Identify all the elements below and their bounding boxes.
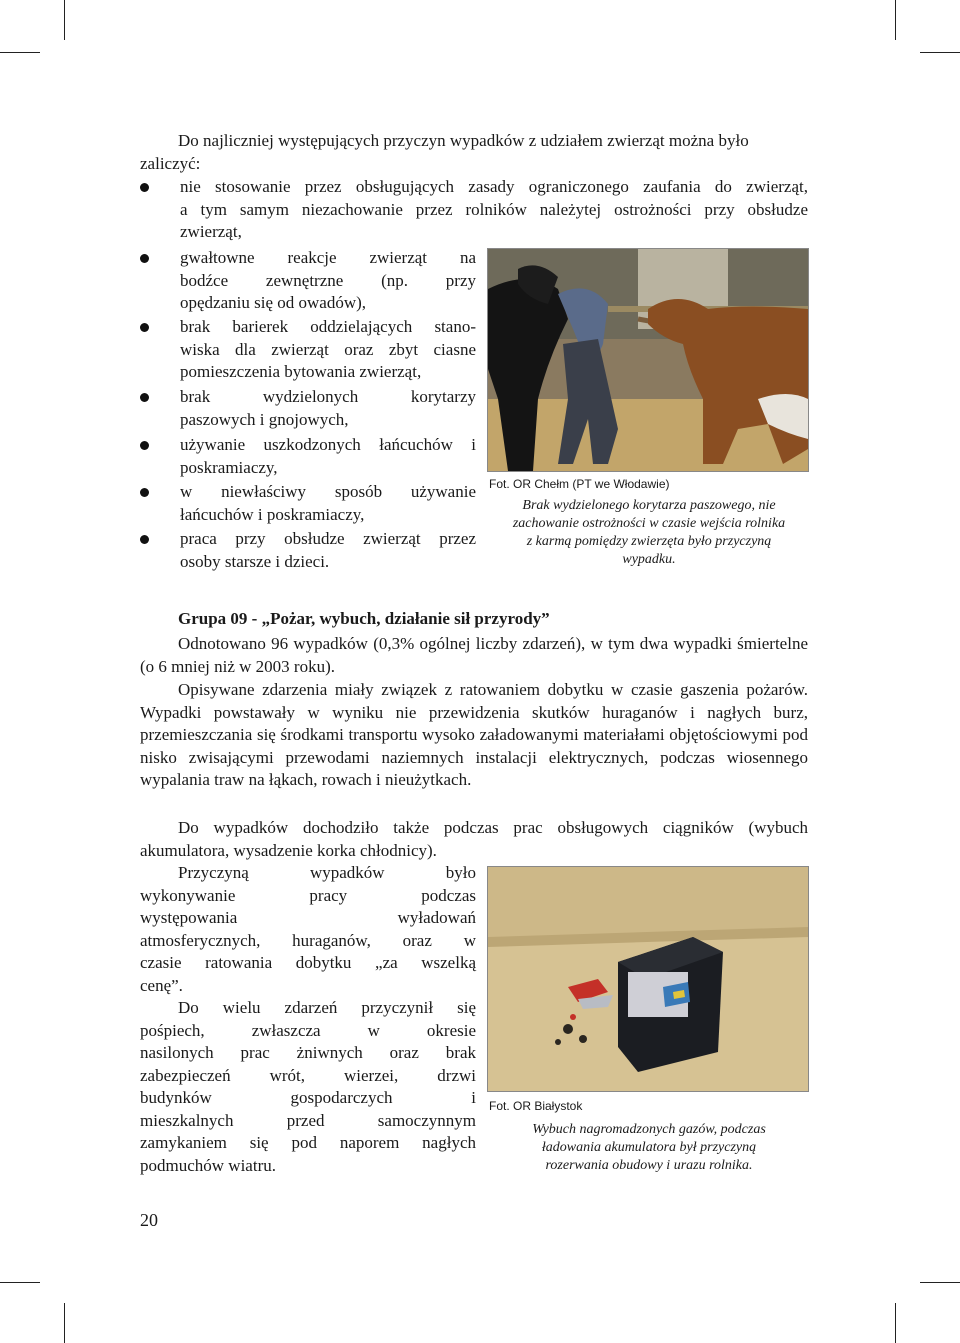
bullet-icon xyxy=(140,183,149,192)
bullet-line: praca przy obsłudze zwierząt przez xyxy=(180,529,476,548)
intro-line: zaliczyć: xyxy=(140,153,201,173)
bullet-icon xyxy=(140,323,149,332)
text-line: mieszkalnych przed samoczynnym xyxy=(140,1110,476,1130)
crop-mark xyxy=(920,52,960,53)
bullet-line: zwierząt, xyxy=(180,222,242,241)
crop-mark xyxy=(64,1303,65,1343)
paragraph xyxy=(140,862,476,997)
bullet-line: a tym samym niezachowanie przez rolników należytej ostrożności przy obsłudze xyxy=(180,199,808,219)
caption-line: z karmą pomiędzy zwierzęta było przyczyną xyxy=(526,534,772,549)
bullet-line: gwałtowne reakcje zwierząt na xyxy=(180,248,476,267)
text-line: wykonywanie pracy podczas xyxy=(140,885,476,905)
bullet-line: pomieszczenia bytowania zwierząt, xyxy=(180,362,422,381)
paragraph xyxy=(140,997,476,1177)
paragraph: Odnotowano 96 wypadków (0,3% ogólnej liczby zdarzeń), w tym dwa wypadki śmiertelne (o 6 mniej niż w 2003 roku). xyxy=(140,634,808,676)
photo-credit: Fot. OR Chełm (PT we Włodawie) xyxy=(489,477,670,491)
page-number: 20 xyxy=(140,1210,158,1230)
crop-mark xyxy=(0,52,40,53)
text-line: pośpiech, zwłaszcza w okresie xyxy=(140,1020,476,1040)
caption-line: ładowania akumulatora był przyczyną xyxy=(541,1140,757,1155)
caption-line: zachowanie ostrożności w czasie wejścia rolnika xyxy=(512,516,786,531)
bullet-line: używanie uszkodzonych łańcuchów i xyxy=(180,435,476,454)
bullet-line: opędzaniu się od owadów), xyxy=(180,293,367,312)
bullet-icon xyxy=(140,488,149,497)
text-line: atmosferycznych, huraganów, oraz w xyxy=(140,930,476,950)
bullet-line: brak wydzielonych korytarzy xyxy=(180,387,476,406)
bullet-icon xyxy=(140,393,149,402)
text-line: zamykaniem się pod naporem nagłych xyxy=(140,1133,476,1152)
photo-credit: Fot. OR Białystok xyxy=(489,1099,583,1113)
photo-caption xyxy=(484,1121,814,1175)
bullet-icon xyxy=(140,441,149,450)
text-line: Do wielu zdarzeń przyczynił się xyxy=(178,998,476,1017)
paragraph: Opisywane zdarzenia miały związek z ratowaniem dobytku w czasie gaszenia pożarów. Wypadki powstawały w wyniku nie przewidzenia skutków huraganów i nagłych burz, przemieszczania się środkami transportu wysoko załadowanymi materiałami objętościowymi pod nisko zwisającymi przewodami naziemnych instalacji elektrycznych, podczas wiosennego wypalania traw na łąkach, rowach i nieużytkach. xyxy=(140,680,808,789)
section-heading: Grupa 09 - „Pożar, wybuch, działanie sił przyrody” xyxy=(178,609,550,628)
caption-line: Brak wydzielonego korytarza paszowego, nie xyxy=(522,498,776,513)
photo-cows xyxy=(487,248,809,472)
photo-caption xyxy=(484,497,814,569)
crop-mark xyxy=(895,1303,896,1343)
intro-paragraph xyxy=(140,130,808,175)
photo-battery xyxy=(487,866,809,1092)
intro-line: Do najliczniej występujących przyczyn wypadków z udziałem zwierząt można było xyxy=(178,131,749,150)
caption-line: Wybuch nagromadzonych gazów, podczas xyxy=(532,1122,766,1137)
text-line: występowania wyładowań xyxy=(140,908,476,927)
crop-mark xyxy=(895,0,896,40)
text-line: podmuchów wiatru. xyxy=(140,1155,276,1175)
bullet-line: bodźce zewnętrzne (np. przy xyxy=(180,270,476,290)
crop-mark xyxy=(0,1282,40,1283)
bullet-line: brak barierek oddzielających stano- xyxy=(180,317,476,336)
bullet-icon xyxy=(140,254,149,263)
bullet-line: łańcuchów i poskramiaczy, xyxy=(180,504,365,524)
paragraph: Do wypadków dochodziło także podczas prac obsługowych ciągników (wybuch akumulatora, wysadzenie korka chłodnicy). xyxy=(140,818,808,860)
bullet-icon xyxy=(140,535,149,544)
text-line: budynków gospodarczych i xyxy=(140,1088,476,1107)
bullet-line: paszowych i gnojowych, xyxy=(180,409,349,429)
bullet-line: poskramiaczy, xyxy=(180,457,278,477)
bullet-line: nie stosowanie przez obsługujących zasady ograniczonego zaufania do zwierząt, xyxy=(180,177,808,196)
text-line: nasilonych prac żniwnych oraz brak xyxy=(140,1043,476,1062)
bullet-line: w niewłaściwy sposób używanie xyxy=(180,482,476,501)
caption-line: wypadku. xyxy=(622,552,676,567)
bullet-line: wiska dla zwierząt oraz zbyt ciasne xyxy=(180,339,476,359)
caption-line: rozerwania obudowy i urazu rolnika. xyxy=(545,1158,753,1173)
text-line: zabezpieczeń wrót, wierzei, drzwi xyxy=(140,1065,476,1085)
text-line: czasie ratowania dobytku „za wszelką xyxy=(140,953,476,972)
crop-mark xyxy=(64,0,65,40)
cows-photo-image xyxy=(488,249,808,471)
crop-mark xyxy=(920,1282,960,1283)
text-line: cenę”. xyxy=(140,975,183,995)
bullet-line: osoby starsze i dzieci. xyxy=(180,551,330,571)
battery-photo-image xyxy=(488,867,808,1091)
text-line: Przyczyną wypadków było xyxy=(178,863,476,882)
